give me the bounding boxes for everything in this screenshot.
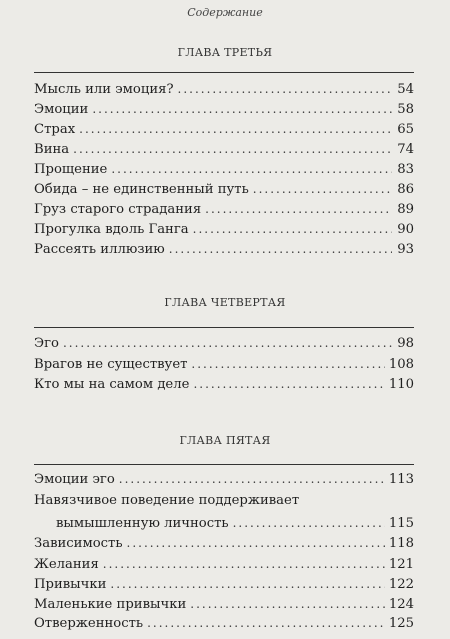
- toc-entry: [34, 373, 414, 395]
- toc-entry-page: 125: [388, 616, 414, 631]
- chapter-title: ГЛАВА ТРЕТЬЯ: [177, 46, 273, 59]
- toc-entry: [34, 468, 414, 490]
- dot-leader: [205, 198, 392, 220]
- toc-entry-label: Эмоции: [34, 102, 89, 117]
- toc-entry-page: 83: [397, 162, 414, 177]
- dot-leader: [193, 373, 384, 395]
- toc-entry-label: Врагов не существует: [34, 357, 188, 372]
- toc-entry-page: 74: [397, 142, 414, 157]
- toc-entry: [34, 238, 414, 260]
- toc-entry: [34, 118, 414, 140]
- toc-entry-label: Зависимость: [34, 536, 123, 551]
- chapter-rule: [34, 327, 414, 328]
- dot-leader: [147, 612, 385, 634]
- toc-entry-label: Страх: [34, 122, 76, 137]
- chapter-rule: [34, 464, 414, 465]
- toc-entry-label: Вина: [34, 142, 70, 157]
- toc-entry-page: 118: [388, 536, 414, 551]
- toc-entry-label: Прогулка вдоль Ганга: [34, 222, 189, 237]
- dot-leader: [193, 218, 392, 240]
- toc-entry: [34, 612, 414, 634]
- toc-entry-page: 113: [388, 472, 414, 487]
- dot-leader: [110, 573, 384, 595]
- chapter-rule: [34, 72, 414, 73]
- dot-leader: [111, 158, 392, 180]
- dot-leader: [79, 118, 392, 140]
- dot-leader: [127, 532, 385, 554]
- toc-entry: [34, 353, 414, 375]
- toc-entry-label: Прощение: [34, 162, 108, 177]
- toc-entry-label: Груз старого страдания: [34, 202, 202, 217]
- dot-leader: [103, 553, 385, 575]
- toc-entry: [34, 158, 414, 180]
- toc-entry-page: 122: [388, 577, 414, 592]
- toc-entry: [34, 178, 414, 200]
- toc-entry-label: Мысль или эмоция?: [34, 82, 174, 97]
- toc-entry-page: 121: [388, 557, 414, 572]
- toc-entry: [34, 490, 414, 535]
- toc-entry-label: Кто мы на самом деле: [34, 377, 190, 392]
- dot-leader: [178, 78, 392, 100]
- toc-entry-label: Эго: [34, 336, 59, 351]
- dot-leader: [73, 138, 392, 160]
- toc-entry: [34, 332, 414, 354]
- toc-entry-page: 58: [397, 102, 414, 117]
- dot-leader: [191, 353, 384, 375]
- toc-entry: [34, 198, 414, 220]
- toc-entry: [34, 573, 414, 595]
- toc-entry-label: Эмоции эго: [34, 472, 115, 487]
- toc-entry: [34, 78, 414, 100]
- toc-entry-label: Маленькие привычки: [34, 597, 187, 612]
- toc-entry-page: 124: [388, 597, 414, 612]
- dot-leader: [233, 512, 385, 534]
- toc-entry-page: 65: [397, 122, 414, 137]
- toc-entry-page: 90: [397, 222, 414, 237]
- toc-entry-label: Навязчивое поведение поддерживает: [34, 493, 300, 508]
- toc-entry-page: 54: [397, 82, 414, 97]
- toc-entry-page: 93: [397, 242, 414, 257]
- toc-entry: [34, 218, 414, 240]
- toc-entry-page: 108: [388, 357, 414, 372]
- toc-entry-label: Обида – не единственный путь: [34, 182, 249, 197]
- chapter-title: ГЛАВА ПЯТАЯ: [179, 434, 271, 447]
- toc-entry-page: 98: [397, 336, 414, 351]
- toc-entry-label: Рассеять иллюзию: [34, 242, 165, 257]
- toc-entry: [34, 553, 414, 575]
- chapter-title: ГЛАВА ЧЕТВЕРТАЯ: [164, 296, 286, 309]
- toc-entry-page: 115: [388, 516, 414, 531]
- toc-entry-page: 110: [388, 377, 414, 392]
- toc-entry-label-cont: вымышленную личность: [56, 516, 229, 531]
- toc-entry-page: 86: [397, 182, 414, 197]
- dot-leader: [92, 98, 392, 120]
- dot-leader: [253, 178, 392, 200]
- toc-entry-label: Привычки: [34, 577, 107, 592]
- toc-entry: [34, 532, 414, 554]
- toc-entry-label: Отверженность: [34, 616, 144, 631]
- toc-entry: [34, 98, 414, 120]
- dot-leader: [63, 332, 392, 354]
- toc-entry: [34, 138, 414, 160]
- dot-leader: [119, 468, 385, 490]
- toc-entry-page: 89: [397, 202, 414, 217]
- dot-leader: [169, 238, 392, 260]
- running-head: Содержание: [187, 6, 263, 19]
- toc-entry-label: Желания: [34, 557, 99, 572]
